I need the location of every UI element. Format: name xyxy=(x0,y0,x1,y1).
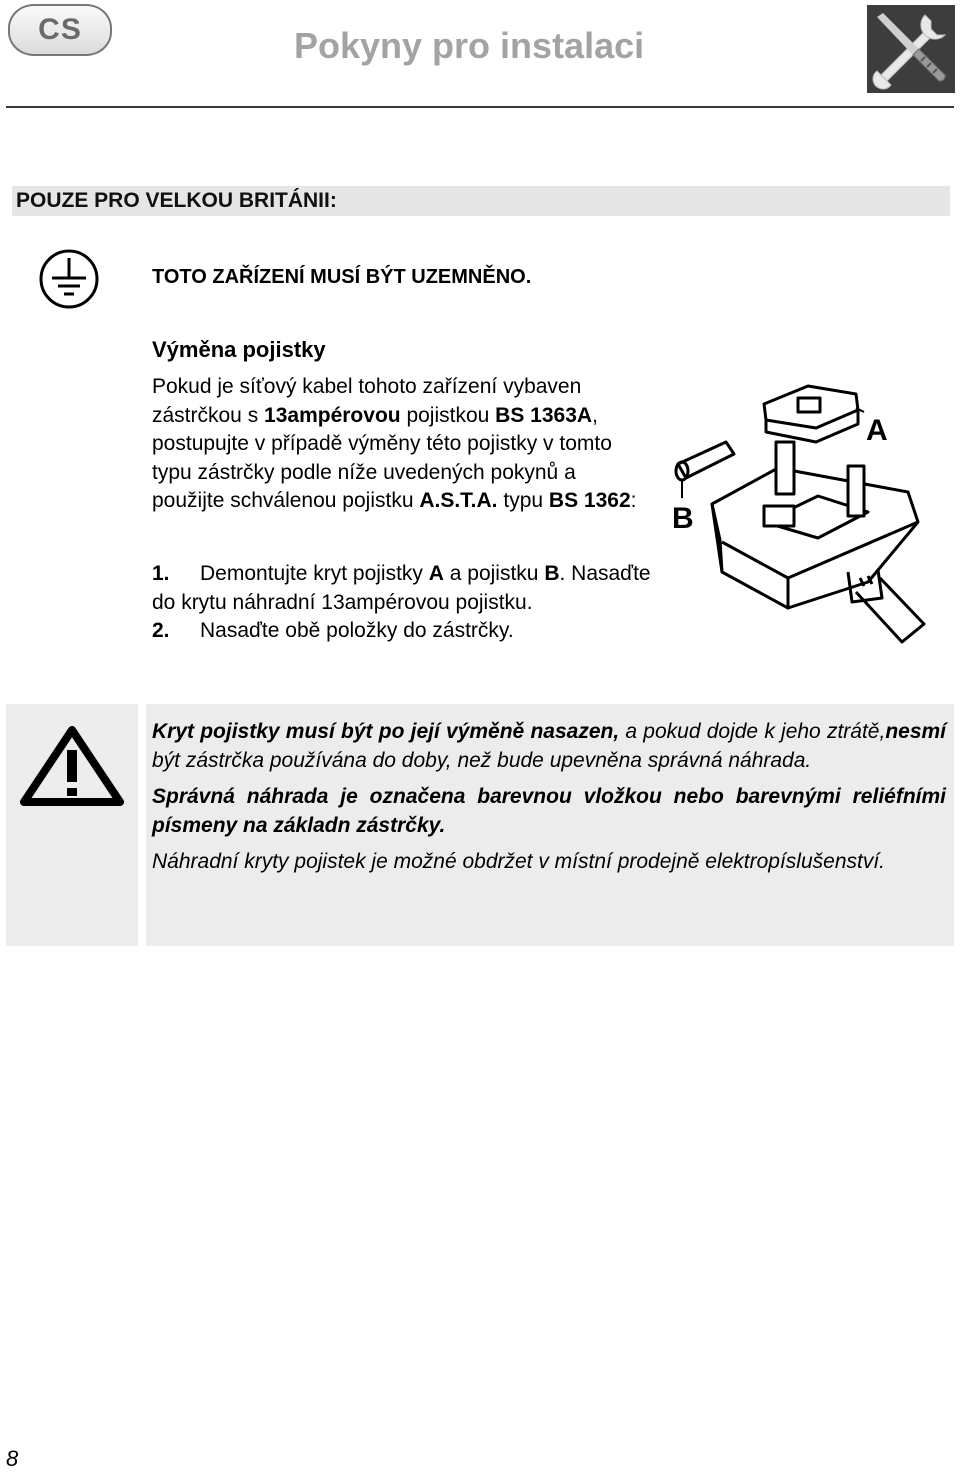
step-1 xyxy=(152,560,652,617)
intro-bold: A.S.T.A. xyxy=(419,489,498,513)
intro-text: pojistkou xyxy=(400,403,496,427)
warning-text: být zástrčka používána do doby, než bude upevněna správná náhrada. xyxy=(152,748,812,772)
warning-text-panel xyxy=(146,704,954,946)
warning-icon-panel xyxy=(6,704,138,946)
fuse-intro-paragraph xyxy=(152,373,652,516)
earth-ground-icon xyxy=(38,248,100,310)
header-divider xyxy=(6,106,954,108)
step-text: a pojistku xyxy=(443,562,545,585)
warning-text: a pokud dojde k jeho ztrátě, xyxy=(619,720,886,743)
step-2 xyxy=(152,617,652,646)
step-number: 1. xyxy=(152,562,170,585)
screwdriver-wrench-icon xyxy=(867,5,955,93)
warning-paragraph-2: Správná náhrada je označena barevnou vložkou nebo barevnými reliéfními písmeny na základn zástrčky. xyxy=(152,785,946,837)
step-text: Nasaďte obě položky do zástrčky. xyxy=(200,619,514,643)
figure-label-a: A xyxy=(866,414,888,447)
warning-paragraph-1 xyxy=(152,718,946,775)
intro-text: : xyxy=(630,489,637,513)
fuse-heading: Výměna pojistky xyxy=(152,337,326,362)
steps-list xyxy=(152,560,652,646)
warning-bold: Kryt pojistky musí být po její výměně nasazen, xyxy=(152,720,620,743)
warning-bold: nesmí xyxy=(885,720,947,743)
page-title: Pokyny pro instalaci xyxy=(294,25,645,66)
step-text: Demontujte kryt pojistky xyxy=(200,562,429,585)
language-code: CS xyxy=(38,13,82,46)
section-heading-uk: POUZE PRO VELKOU BRITÁNII: xyxy=(12,186,950,216)
step-text: . Nasaďte do krytu náhradní 13ampérovou pojistku. xyxy=(152,562,651,614)
intro-bold: BS 1362 xyxy=(548,489,631,513)
figure-label-b: B xyxy=(672,502,694,535)
page-number: 8 xyxy=(6,1446,19,1471)
step-bold: B xyxy=(544,562,560,585)
intro-text: Pokud je síťový kabel tohoto zařízení vybaven zástrčkou s xyxy=(152,375,582,427)
warning-triangle-icon xyxy=(6,704,138,946)
step-bold: A xyxy=(428,562,444,585)
warning-paragraph-3: Náhradní kryty pojistek je možné obdržet v místní prodejně elektropíslušenství. xyxy=(152,850,886,874)
intro-text: , postupujte v případě výměny této pojistky v tomto typu zástrčky podle níže uvedených pokynů a použijte schválenou pojistku xyxy=(152,403,612,513)
plug-fuse-diagram xyxy=(668,372,952,658)
step-number: 2. xyxy=(152,619,170,643)
intro-text: typu xyxy=(497,489,549,513)
language-badge xyxy=(8,4,112,56)
intro-bold: BS 1363A xyxy=(495,403,593,427)
earthing-warning: TOTO ZAŘÍZENÍ MUSÍ BÝT UZEMNĚNO. xyxy=(152,266,532,288)
intro-bold: 13ampérovou xyxy=(264,403,401,427)
